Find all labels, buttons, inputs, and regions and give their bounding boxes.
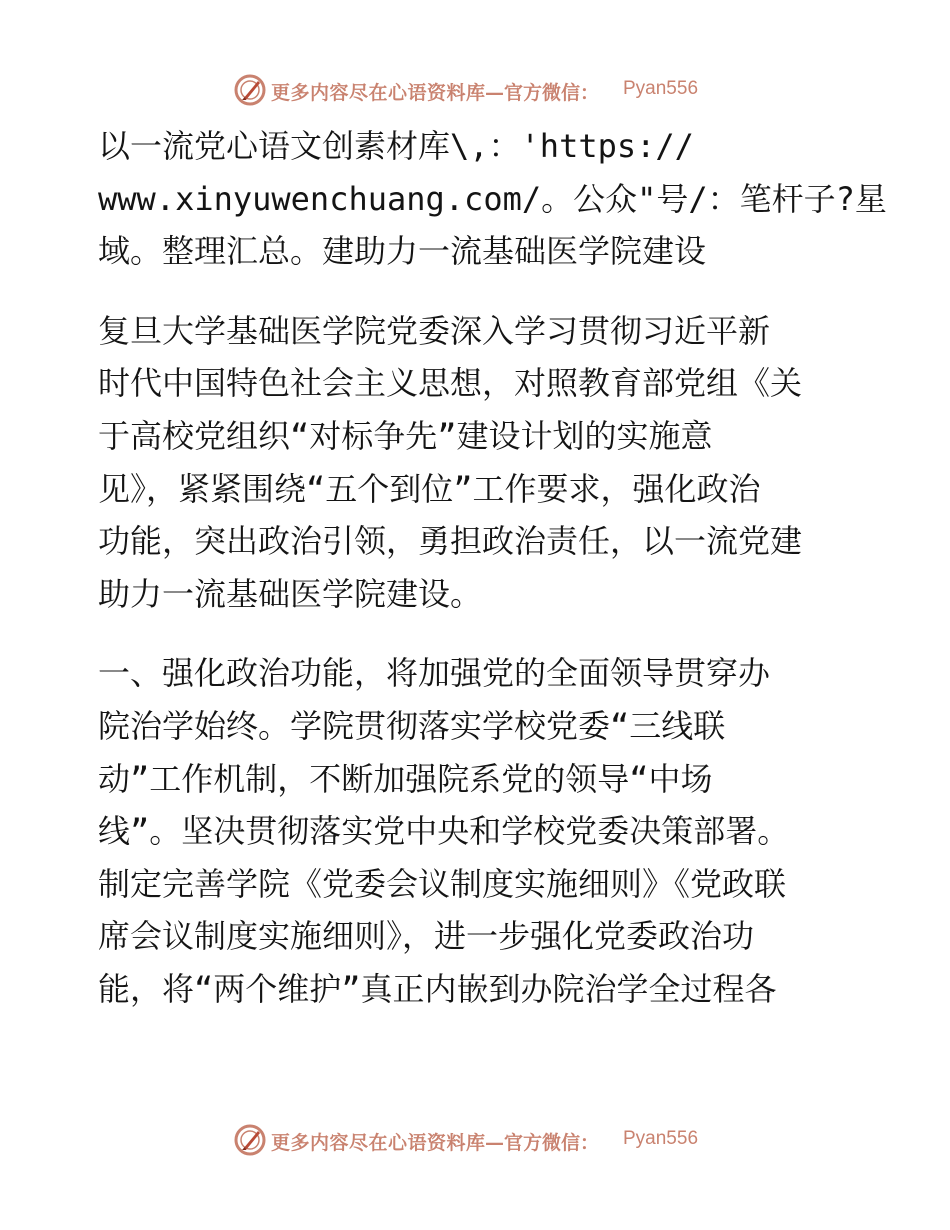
paragraph-section-one <box>98 647 850 1015</box>
text-line: 制定完善学院《党委会议制度实施细则》《党政联 <box>98 864 787 903</box>
text-line: 线”。坚决贯彻落实党中央和学校党委决策部署。 <box>98 812 790 851</box>
text-line: 时代中国特色社会主义思想，对照教育部党组《关 <box>98 364 803 403</box>
text-line: 助力一流基础医学院建设。 <box>98 574 483 613</box>
text-line: 能，将“两个维护”真正内嵌到办院治学全过程各 <box>98 969 777 1008</box>
text-line: 席会议制度实施细则》，进一步强化党委政治功 <box>98 917 755 956</box>
wechat-id: Pyan556 <box>623 78 699 99</box>
text-line: 一、强化政治功能，将加强党的全面领导贯穿办 <box>98 654 771 693</box>
text-line: 于高校党组织“对标争先”建设计划的实施意 <box>98 416 713 455</box>
paragraph-intro <box>98 120 887 278</box>
paragraph-summary <box>98 305 850 621</box>
text-line: 动”工作机制，不断加强院系党的领导“中场 <box>98 759 713 798</box>
quill-circle-logo-icon <box>233 1123 267 1157</box>
text-line: 见》，紧紧围绕“五个到位”工作要求，强化政治 <box>98 469 761 508</box>
text-line: 复旦大学基础医学院党委深入学习贯彻习近平新 <box>98 311 771 350</box>
header-banner <box>0 70 950 110</box>
text-line: www.xinyuwenchuang.com/。公众"号/：笔杆子?星 <box>98 179 887 218</box>
site-promo-text: 更多内容尽在心语资料库 <box>271 82 486 104</box>
wechat-label: —官方微信： <box>485 1132 600 1154</box>
document-body <box>98 120 887 1016</box>
footer-banner <box>0 1120 950 1160</box>
text-line: 以一流党心语文创素材库\,：'https:// <box>98 127 694 165</box>
text-line: 院治学始终。学院贯彻落实学校党委“三线联 <box>98 706 726 745</box>
text-line: 功能，突出政治引领，勇担政治责任，以一流党建 <box>98 522 803 561</box>
wechat-label: —官方微信： <box>485 82 600 104</box>
text-line: 域。整理汇总。建助力一流基础医学院建设 <box>98 232 707 271</box>
wechat-id: Pyan556 <box>623 1128 699 1149</box>
quill-circle-logo-icon <box>233 73 267 107</box>
site-promo-text: 更多内容尽在心语资料库 <box>271 1132 486 1154</box>
